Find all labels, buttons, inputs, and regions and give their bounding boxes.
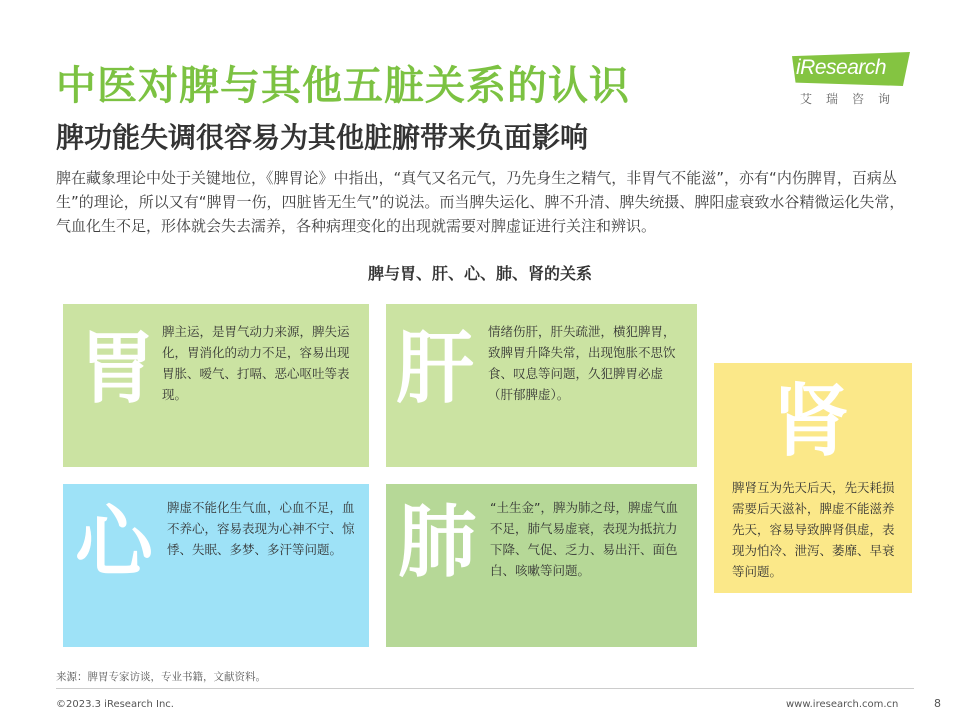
card-char-stomach: 胃 [78, 324, 157, 414]
card-char-liver: 肝 [396, 324, 475, 414]
logo-text: iResearch [796, 56, 887, 79]
page-number: 8 [934, 697, 941, 710]
website-link[interactable]: www.iresearch.com.cn [786, 699, 899, 710]
card-char-lung: 肺 [398, 498, 477, 588]
card-char-heart: 心 [75, 498, 154, 588]
footer-divider [56, 688, 914, 689]
card-text-kidney: 脾肾互为先天后天，先天耗损需要后天滋补，脾虚不能滋养先天，容易导致脾肾俱虚，表现为怕冷、泄泻、萎靡、早衰等问题。 [732, 480, 895, 579]
iresearch-logo [792, 52, 917, 108]
copyright: ©2023.3 iResearch Inc. [56, 699, 174, 710]
intro-paragraph: 脾在藏象理论中处于关键地位，《脾胃论》中指出，“真气又名元气，乃先身生之精气，非胃气不能滋”，亦有“内伤脾胃，百病丛生”的理论，所以又有“脾胃一伤，四脏皆无生气”的说法。而当脾失运化、脾不升清、脾失统摄、脾阳虚衰致水谷精微运化失常，气血化生不足，形体就会失去濡养，各种病理变化的出现就需要对脾虚证进行关注和辨识。 [56, 169, 905, 235]
card-kidney [714, 363, 912, 593]
card-text-lung: “土生金”，脾为肺之母，脾虚气血不足，肺气易虚衰，表现为抵抗力下降、气促、乏力、易出汗、面色白、咳嗽等问题。 [490, 500, 678, 578]
card-text-liver: 情绪伤肝，肝失疏泄，横犯脾胃，致脾胃升降失常，出现饱胀不思饮食、叹息等问题，久犯脾胃必虚（肝郁脾虚）。 [488, 324, 676, 402]
logo-subtext: 艾瑞咨询 [800, 92, 905, 106]
card-liver [386, 304, 697, 467]
page-subtitle: 脾功能失调很容易为其他脏腑带来负面影响 [56, 121, 589, 154]
card-char-kidney: 肾 [772, 377, 851, 467]
source-note: 来源：脾胃专家访谈，专业书籍，文献资料。 [56, 671, 266, 683]
section-heading: 脾与胃、肝、心、肺、肾的关系 [367, 264, 592, 283]
card-lung [386, 484, 697, 647]
card-text-heart: 脾虚不能化生气血，心血不足，血不养心，容易表现为心神不宁、惊悸、失眠、多梦、多汗等问题。 [167, 500, 355, 557]
page-title: 中医对脾与其他五脏关系的认识 [56, 63, 630, 109]
card-heart [63, 484, 369, 647]
card-stomach [63, 304, 369, 467]
card-text-stomach: 脾主运，是胃气动力来源，脾失运化，胃消化的动力不足，容易出现胃胀、嗳气、打嗝、恶心呕吐等表现。 [162, 324, 350, 402]
